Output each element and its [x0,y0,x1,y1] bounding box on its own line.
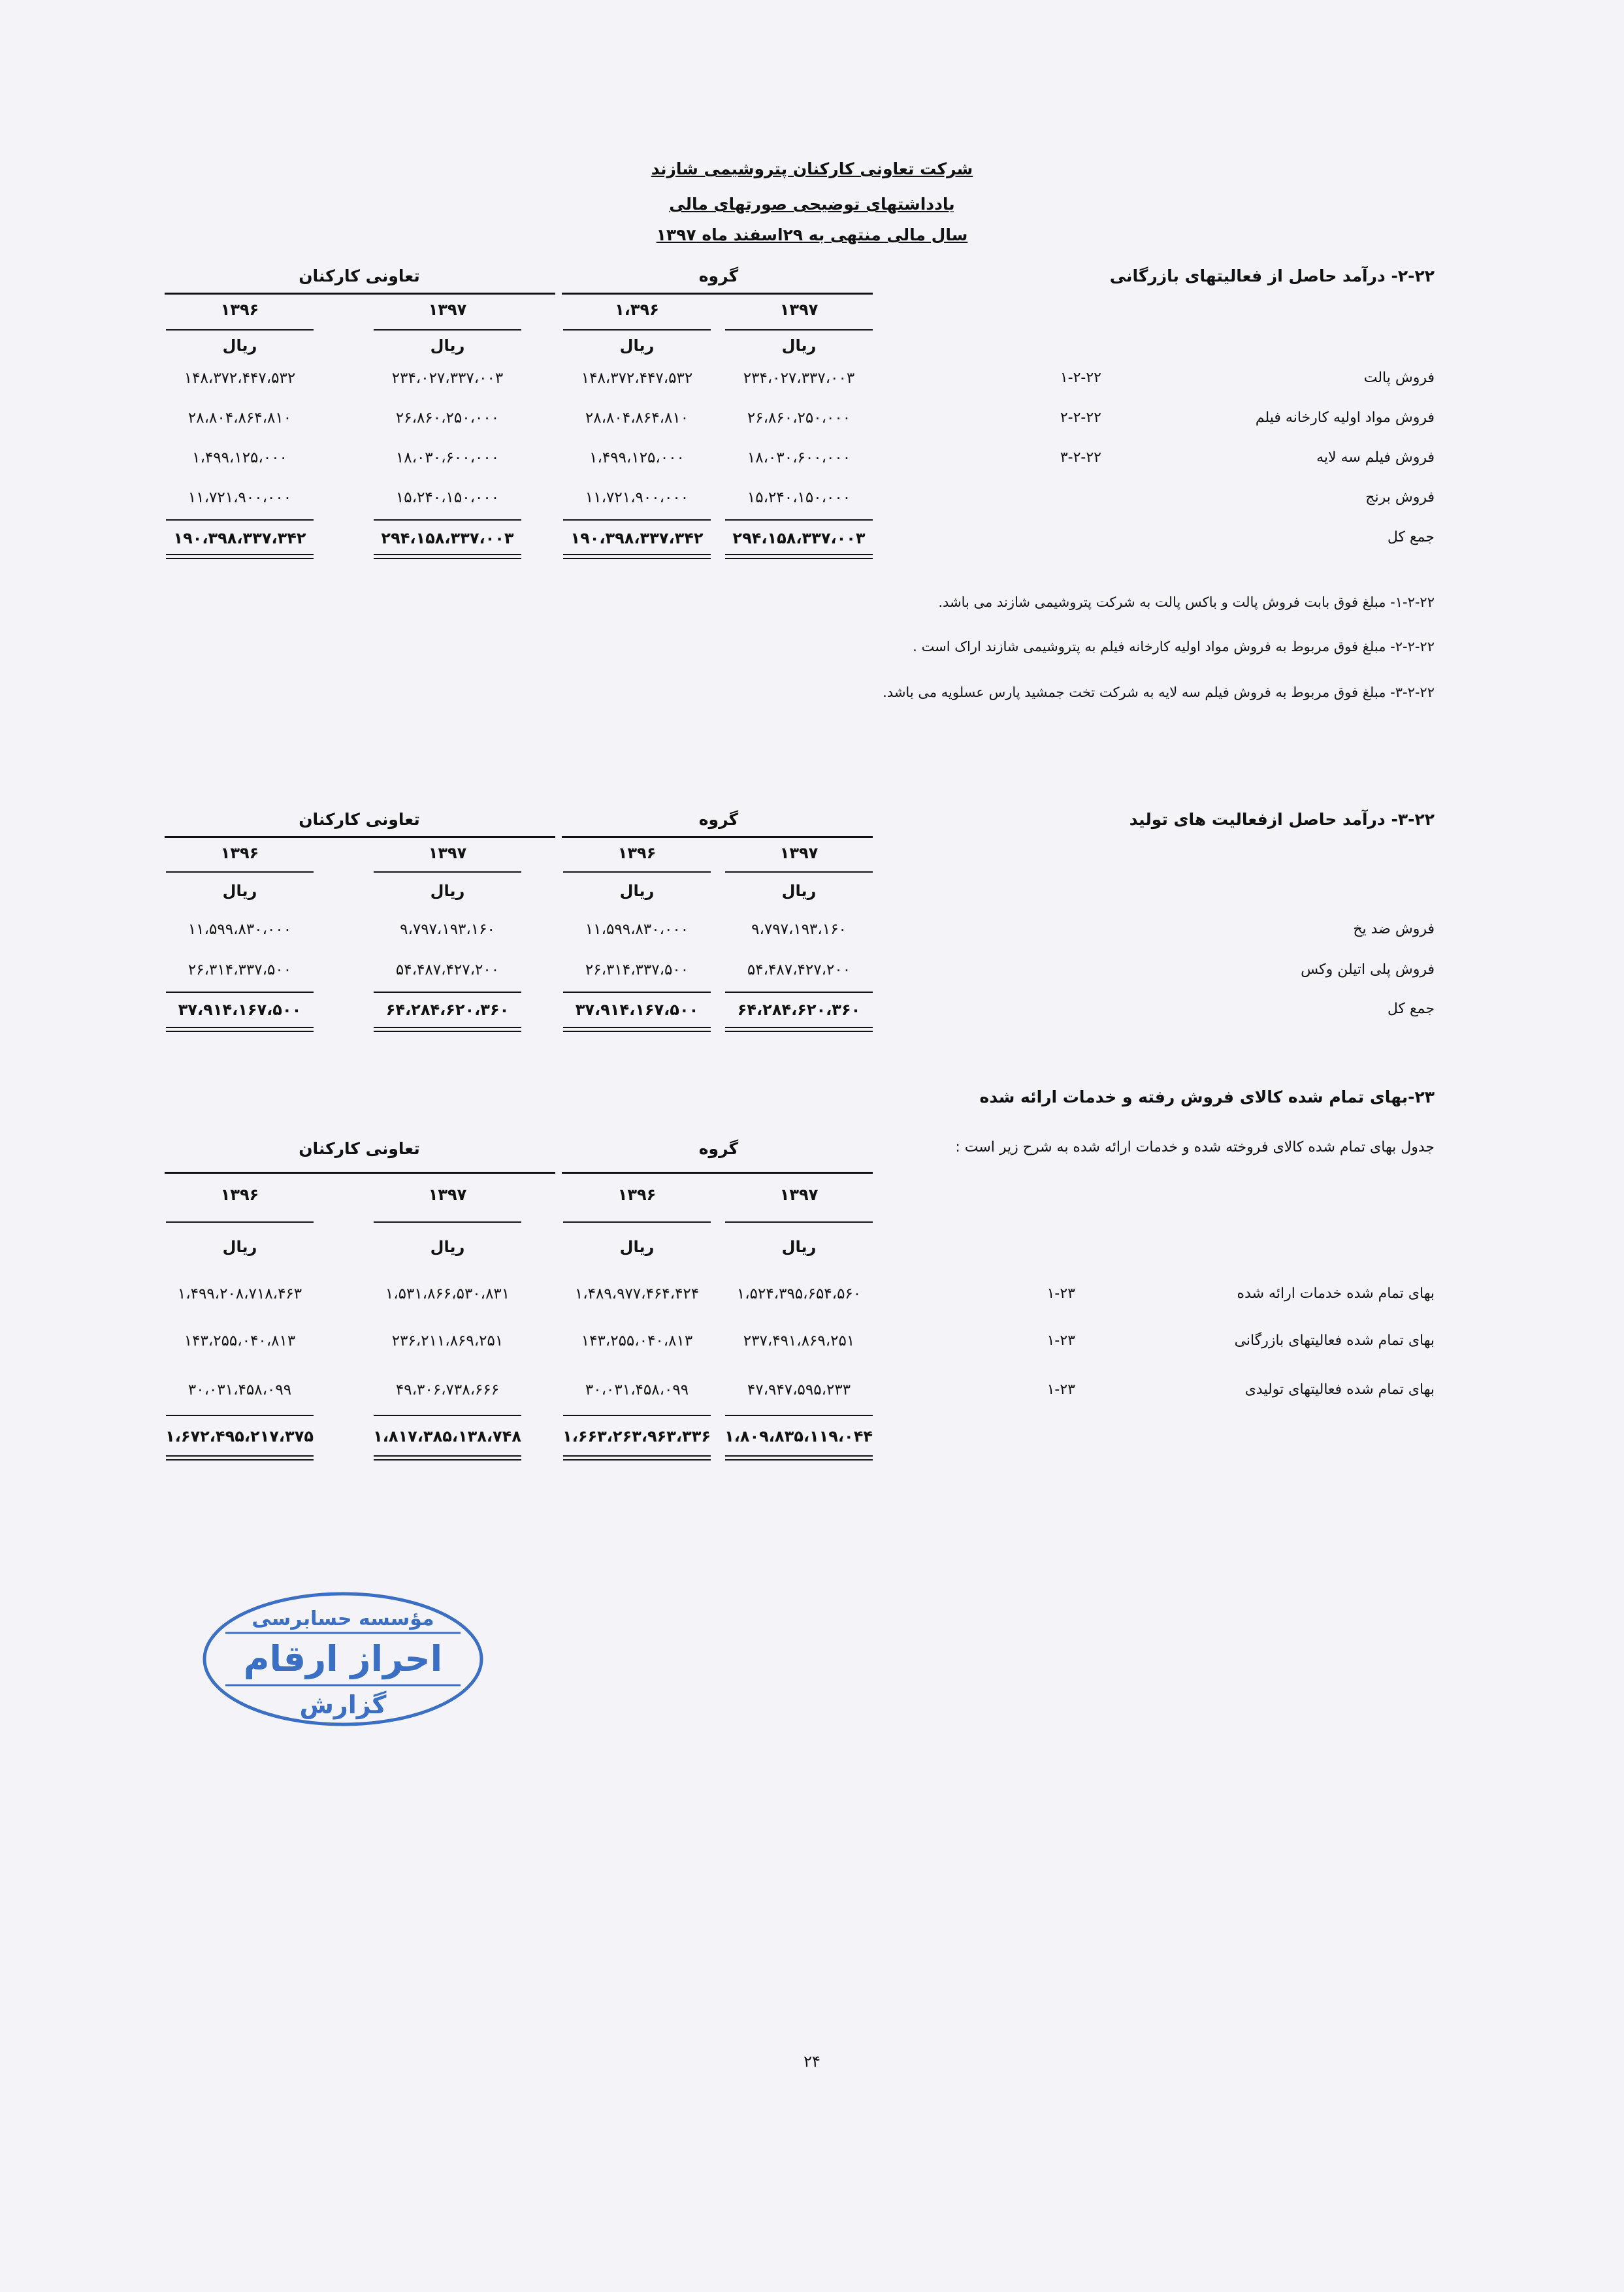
year-underline [563,871,711,873]
total-label: جمع کل [1387,529,1435,545]
total-double-rule [374,1455,521,1461]
total-rule [725,519,873,521]
unit-label: ریال [430,882,465,900]
total-rule [374,519,521,521]
total-cell: ۲۹۴،۱۵۸،۳۳۷،۰۰۳ [381,529,514,547]
total-cell: ۳۷،۹۱۴،۱۶۷،۵۰۰ [178,1001,302,1019]
value-cell: ۲۳۷،۴۹۱،۸۶۹،۲۵۱ [743,1332,855,1349]
unit-label: ریال [430,336,465,355]
coop-header: تعاونی کارکنان [299,1139,420,1158]
year-header: ۱۳۹۶ [220,1186,259,1204]
coop-header-line [165,1172,555,1174]
total-rule [374,1415,521,1416]
value-cell: ۵۴،۴۸۷،۴۲۷،۲۰۰ [747,961,851,978]
auditor-stamp [199,1587,487,1731]
value-cell: ۲۶،۳۱۴،۳۳۷،۵۰۰ [187,961,292,978]
value-cell: ۱۴۳،۲۵۵،۰۴۰،۸۱۳ [581,1332,693,1349]
value-cell: ۱،۴۹۹،۱۲۵،۰۰۰ [589,449,685,466]
total-cell: ۶۴،۲۸۴،۶۲۰،۳۶۰ [737,1001,861,1019]
total-double-rule [563,1027,711,1032]
total-rule [166,1415,314,1416]
group-header: گروه [698,1139,739,1158]
year-header: ۱۳۹۶ [220,844,259,862]
value-cell: ۱۴۸،۳۷۲،۴۴۷،۵۳۲ [184,370,296,387]
year-underline [166,1221,314,1223]
year-underline [563,1221,711,1223]
note-ref: ۳-۲-۲۲ [1060,449,1101,466]
note-ref: ۱-۲۳ [1047,1332,1075,1349]
row-label: فروش مواد اولیه کارخانه فیلم [1255,410,1435,426]
value-cell: ۱۵،۲۴۰،۱۵۰،۰۰۰ [395,489,500,506]
total-rule [725,1415,873,1416]
unit-label: ریال [222,336,257,355]
unit-label: ریال [781,882,817,900]
note-ref: ۱-۲۳ [1047,1381,1075,1398]
value-cell: ۲۳۴،۰۲۷،۳۳۷،۰۰۳ [743,370,855,387]
footnote: ۱-۲-۲۲- مبلغ فوق بابت فروش پالت و باکس پالت به شرکت پتروشیمی شازند می باشد. [938,594,1435,610]
total-cell: ۱۹۰،۳۹۸،۳۳۷،۳۴۲ [173,529,306,547]
total-double-rule [725,1455,873,1461]
row-label: فروش ضد یخ [1353,921,1435,937]
year-underline [166,329,314,331]
total-rule [166,519,314,521]
section-title-trading-revenue: ۲-۲۲- درآمد حاصل از فعالیتهای بازرگانی [1109,266,1435,285]
value-cell: ۲۸،۸۰۴،۸۶۴،۸۱۰ [187,410,292,427]
total-rule [725,992,873,993]
section-title-production-revenue: ۳-۲۲- درآمد حاصل ازفعالیت های تولید [1129,810,1435,829]
coop-header: تعاونی کارکنان [299,266,420,285]
group-header: گروه [698,266,739,285]
value-cell: ۱۱،۷۲۱،۹۰۰،۰۰۰ [187,489,292,506]
value-cell: ۲۸،۸۰۴،۸۶۴،۸۱۰ [585,410,689,427]
value-cell: ۴۹،۳۰۶،۷۳۸،۶۶۶ [395,1381,500,1398]
total-cell: ۶۴،۲۸۴،۶۲۰،۳۶۰ [385,1001,510,1019]
year-header: ۱۳۹۷ [779,1186,819,1204]
value-cell: ۱۱،۵۹۹،۸۳۰،۰۰۰ [187,921,292,938]
unit-label: ریال [619,336,655,355]
value-cell: ۱۱،۷۲۱،۹۰۰،۰۰۰ [585,489,689,506]
value-cell: ۹،۷۹۷،۱۹۳،۱۶۰ [400,921,495,938]
value-cell: ۹،۷۹۷،۱۹۳،۱۶۰ [751,921,847,938]
unit-label: ریال [222,1238,257,1256]
total-double-rule [374,1027,521,1032]
value-cell: ۱۱،۵۹۹،۸۳۰،۰۰۰ [585,921,689,938]
year-header: ۱۳۹۶ [617,1186,657,1204]
unit-label: ریال [430,1238,465,1256]
value-cell: ۱۵،۲۴۰،۱۵۰،۰۰۰ [747,489,851,506]
notes-subtitle: یادداشتهای توضیحی صورتهای مالی [669,195,955,214]
year-underline [725,329,873,331]
total-cell: ۲۹۴،۱۵۸،۳۳۷،۰۰۳ [732,529,866,547]
year-underline [725,871,873,873]
unit-label: ریال [781,336,817,355]
total-cell: ۱،۸۰۹،۸۳۵،۱۱۹،۰۴۴ [724,1427,873,1445]
stamp-line1: مؤسسه حسابرسی [252,1607,434,1630]
year-header: ۱،۳۹۶ [615,300,659,319]
year-underline [563,329,711,331]
unit-label: ریال [781,1238,817,1256]
value-cell: ۱،۵۲۴،۳۹۵،۶۵۴،۵۶۰ [736,1285,862,1302]
value-cell: ۱،۴۹۹،۱۲۵،۰۰۰ [192,449,287,466]
group-header-line [562,1172,873,1174]
total-cell: ۱۹۰،۳۹۸،۳۳۷،۳۴۲ [570,529,704,547]
footnote: ۳-۲-۲۲- مبلغ فوق مربوط به فروش فیلم سه لایه به شرکت تخت جمشید پارس عسلویه می باشد. [883,685,1435,700]
value-cell: ۱۸،۰۳۰،۶۰۰،۰۰۰ [747,449,851,466]
year-underline [374,871,521,873]
note-ref: ۲-۲-۲۲ [1060,410,1101,426]
unit-label: ریال [222,882,257,900]
year-underline [374,1221,521,1223]
row-label: فروش پلی اتیلن وکس [1301,961,1435,978]
note-ref: ۱-۲۳ [1047,1285,1075,1302]
total-rule [563,992,711,993]
row-label: بهای تمام شده فعالیتهای بازرگانی [1234,1332,1435,1349]
value-cell: ۱۴۳،۲۵۵،۰۴۰،۸۱۳ [184,1332,296,1349]
value-cell: ۲۶،۸۶۰،۲۵۰،۰۰۰ [747,410,851,427]
company-title: شرکت تعاونی کارکنان پتروشیمی شازند [651,159,973,178]
total-double-rule [166,554,314,559]
total-double-rule [725,1027,873,1032]
stamp-line2: احراز ارقام [243,1638,443,1679]
year-header: ۱۳۹۷ [779,844,819,862]
total-rule [166,992,314,993]
total-rule [374,992,521,993]
total-double-rule [166,1027,314,1032]
total-cell: ۱،۶۶۳،۲۶۳،۹۶۳،۳۳۶ [562,1427,711,1445]
total-double-rule [725,554,873,559]
value-cell: ۱،۵۳۱،۸۶۶،۵۳۰،۸۳۱ [385,1285,510,1302]
fiscal-period: سال مالی منتهی به ۲۹اسفند ماه ۱۳۹۷ [656,225,968,244]
unit-label: ریال [619,882,655,900]
value-cell: ۲۶،۸۶۰،۲۵۰،۰۰۰ [395,410,500,427]
row-label: بهای تمام شده فعالیتهای تولیدی [1244,1381,1435,1398]
group-header-line [562,293,873,295]
year-underline [166,871,314,873]
row-label: فروش برنج [1365,489,1435,506]
total-double-rule [166,1455,314,1461]
unit-label: ریال [619,1238,655,1256]
row-label: فروش فیلم سه لایه [1316,449,1435,466]
value-cell: ۲۳۴،۰۲۷،۳۳۷،۰۰۳ [391,370,504,387]
coop-header-line [165,293,555,295]
year-header: ۱۳۹۷ [428,1186,467,1204]
section-title-cost-of-sales: ۲۳-بهای تمام شده کالای فروش رفته و خدمات ارائه شده [979,1088,1435,1106]
year-header: ۱۳۹۷ [428,300,467,319]
value-cell: ۲۳۶،۲۱۱،۸۶۹،۲۵۱ [391,1332,504,1349]
coop-header-line [165,836,555,838]
row-label: بهای تمام شده خدمات ارائه شده [1237,1285,1435,1302]
value-cell: ۴۷،۹۴۷،۵۹۵،۲۳۳ [747,1381,851,1398]
year-header: ۱۳۹۶ [617,844,657,862]
stamp-line3: گزارش [299,1690,387,1719]
year-underline [374,329,521,331]
value-cell: ۱۴۸،۳۷۲،۴۴۷،۵۳۲ [581,370,693,387]
total-rule [563,519,711,521]
year-underline [725,1221,873,1223]
group-header-line [562,836,873,838]
value-cell: ۳۰،۰۳۱،۴۵۸،۰۹۹ [585,1381,689,1398]
value-cell: ۵۴،۴۸۷،۴۲۷،۲۰۰ [395,961,500,978]
total-double-rule [563,1455,711,1461]
note-ref: ۱-۲-۲۲ [1060,370,1101,386]
total-double-rule [374,554,521,559]
year-header: ۱۳۹۷ [428,844,467,862]
year-header: ۱۳۹۶ [220,300,259,319]
page-number: ۲۴ [804,2052,820,2071]
total-label: جمع کل [1387,1001,1435,1017]
total-cell: ۱،۶۷۲،۴۹۵،۲۱۷،۳۷۵ [165,1427,314,1445]
total-cell: ۱،۸۱۷،۳۸۵،۱۳۸،۷۴۸ [373,1427,521,1445]
value-cell: ۳۰،۰۳۱،۴۵۸،۰۹۹ [187,1381,292,1398]
value-cell: ۱،۴۹۹،۲۰۸،۷۱۸،۴۶۳ [177,1285,302,1302]
footnote: ۲-۲-۲۲- مبلغ فوق مربوط به فروش مواد اولیه کارخانه فیلم به پتروشیمی شازند اراک است . [913,639,1435,654]
value-cell: ۱۸،۰۳۰،۶۰۰،۰۰۰ [395,449,500,466]
value-cell: ۲۶،۳۱۴،۳۳۷،۵۰۰ [585,961,689,978]
section-intro: جدول بهای تمام شده کالای فروخته شده و خدمات ارائه شده به شرح زیر است : [955,1139,1435,1155]
total-cell: ۳۷،۹۱۴،۱۶۷،۵۰۰ [575,1001,699,1019]
coop-header: تعاونی کارکنان [299,810,420,829]
group-header: گروه [698,810,739,829]
year-header: ۱۳۹۷ [779,300,819,319]
total-double-rule [563,554,711,559]
total-rule [563,1415,711,1416]
row-label: فروش پالت [1363,370,1435,386]
value-cell: ۱،۴۸۹،۹۷۷،۴۶۴،۴۲۴ [574,1285,700,1302]
